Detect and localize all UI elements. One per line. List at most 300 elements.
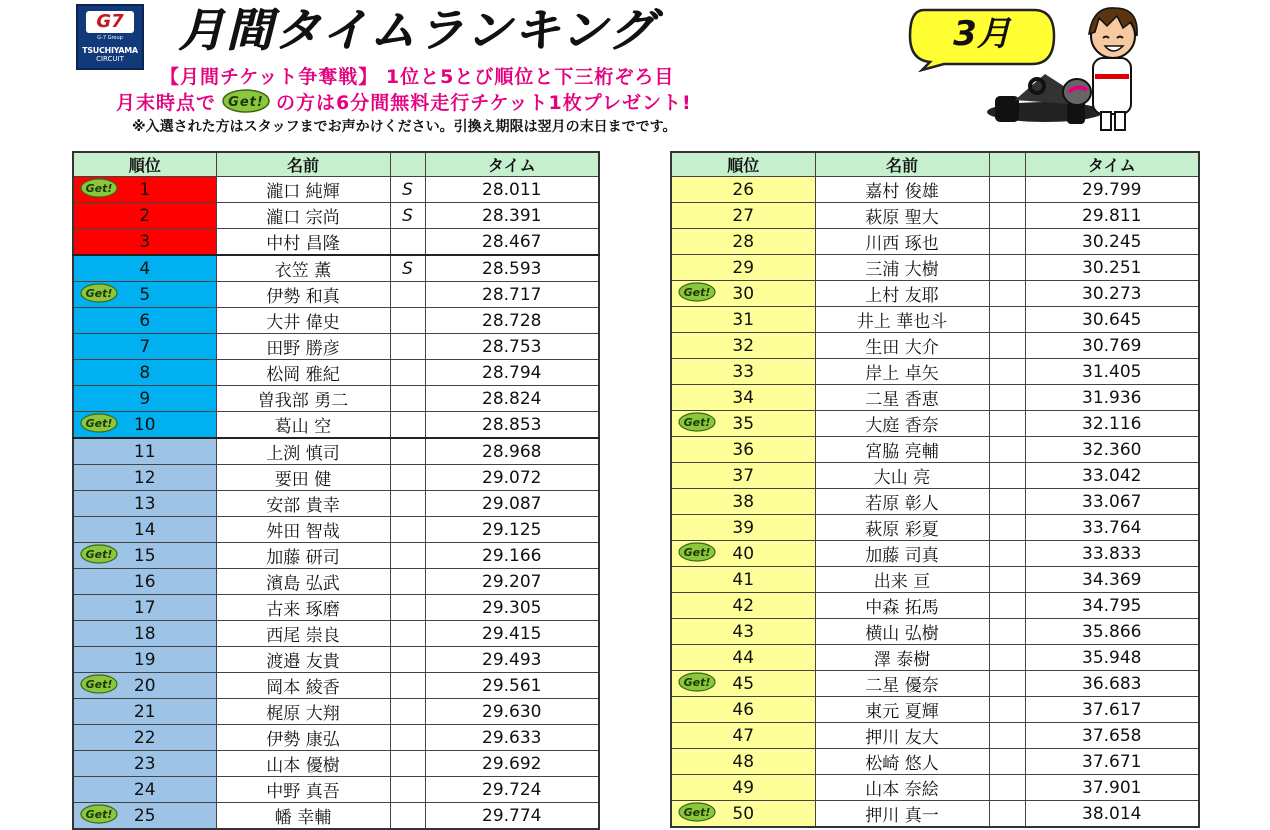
table-row — [73, 412, 599, 439]
flag-cell — [390, 517, 425, 543]
name-cell: 幡 幸輔 — [216, 803, 390, 830]
time-cell: 35.866 — [1025, 619, 1199, 645]
name-cell: 西尾 崇良 — [216, 621, 390, 647]
table-row — [73, 438, 599, 465]
rank-cell — [73, 360, 216, 386]
time-cell: 34.795 — [1025, 593, 1199, 619]
flag-cell — [390, 803, 425, 830]
campaign-line2-post: の方は6分間無料走行チケット1枚プレゼント! — [276, 92, 692, 114]
flag-cell — [989, 177, 1025, 203]
time-cell: 31.405 — [1025, 359, 1199, 385]
flag-cell — [989, 567, 1025, 593]
rank-cell — [671, 177, 815, 203]
rank-cell — [671, 255, 815, 281]
rank-header: 順位 — [73, 152, 216, 177]
rank-cell — [73, 412, 216, 439]
rank-cell — [73, 647, 216, 673]
rank-value: 39 — [732, 517, 755, 538]
time-cell: 29.724 — [425, 777, 599, 803]
name-header: 名前 — [216, 152, 390, 177]
get-badge-text: Get! — [683, 416, 711, 429]
flag-cell — [989, 515, 1025, 541]
rank-value: 44 — [732, 647, 755, 668]
flag-cell — [390, 621, 425, 647]
table-row — [73, 595, 599, 621]
time-cell: 34.369 — [1025, 567, 1199, 593]
rank-value: 35 — [732, 413, 755, 434]
time-cell: 29.493 — [425, 647, 599, 673]
table-header-row — [73, 152, 599, 177]
name-cell: 大井 偉史 — [216, 308, 390, 334]
time-cell: 35.948 — [1025, 645, 1199, 671]
rank-cell — [671, 593, 815, 619]
rank-cell — [671, 281, 815, 307]
get-badge-icon — [80, 804, 118, 824]
time-cell: 29.166 — [425, 543, 599, 569]
logo-line2: CIRCUIT — [96, 55, 124, 63]
flag-cell — [989, 385, 1025, 411]
table-row — [73, 569, 599, 595]
get-badge-text: Get! — [85, 287, 113, 300]
campaign-line1: 【月間チケット争奪戦】 1位と5とび順位と下三桁ぞろ目 — [160, 66, 675, 88]
get-badge-icon — [80, 178, 118, 198]
table-row — [73, 282, 599, 308]
rank-cell — [671, 801, 815, 828]
rank-value: 15 — [133, 545, 156, 566]
table-row — [671, 541, 1199, 567]
time-cell: 30.769 — [1025, 333, 1199, 359]
time-cell: 33.067 — [1025, 489, 1199, 515]
rank-cell — [671, 567, 815, 593]
rank-cell — [73, 438, 216, 465]
get-badge-text: Get! — [85, 678, 113, 691]
table-row — [671, 281, 1199, 307]
time-cell: 31.936 — [1025, 385, 1199, 411]
table-row — [671, 775, 1199, 801]
flag-cell — [390, 647, 425, 673]
get-badge-text: Get! — [85, 548, 113, 561]
rank-value: 7 — [139, 336, 151, 357]
flag-cell — [989, 281, 1025, 307]
rank-value: 23 — [133, 753, 156, 774]
name-cell: 伊勢 和真 — [216, 282, 390, 308]
rank-value: 26 — [732, 179, 755, 200]
rank-cell — [73, 386, 216, 412]
table-row — [671, 671, 1199, 697]
rank-header: 順位 — [671, 152, 815, 177]
table-header-row — [671, 152, 1199, 177]
get-badge-icon — [80, 544, 118, 564]
flag-cell — [390, 595, 425, 621]
table-row — [671, 229, 1199, 255]
name-cell: 井上 華也斗 — [815, 307, 989, 333]
name-cell: 松崎 悠人 — [815, 749, 989, 775]
rank-value: 19 — [133, 649, 156, 670]
name-cell: 岡本 綾香 — [216, 673, 390, 699]
flag-cell — [989, 307, 1025, 333]
rank-cell — [73, 229, 216, 256]
rank-cell — [73, 465, 216, 491]
time-cell: 36.683 — [1025, 671, 1199, 697]
month-label: 3月 — [953, 14, 1011, 54]
rank-value: 37 — [732, 465, 755, 486]
time-header: タイム — [1025, 152, 1199, 177]
rank-cell — [671, 775, 815, 801]
rank-value: 10 — [133, 414, 156, 435]
rank-cell — [73, 673, 216, 699]
table-row — [671, 463, 1199, 489]
flag-cell — [390, 491, 425, 517]
name-cell: 加藤 研司 — [216, 543, 390, 569]
campaign-line2-pre: 月末時点で — [116, 92, 217, 114]
rank-cell — [671, 671, 815, 697]
rank-value: 29 — [732, 257, 755, 278]
rank-value: 41 — [732, 569, 755, 590]
rank-cell — [671, 229, 815, 255]
flag-cell — [989, 463, 1025, 489]
time-cell: 28.824 — [425, 386, 599, 412]
name-cell: 嘉村 俊雄 — [815, 177, 989, 203]
table-row — [73, 673, 599, 699]
rank-value: 43 — [732, 621, 755, 642]
rank-cell — [73, 282, 216, 308]
name-cell: 東元 夏輝 — [815, 697, 989, 723]
time-cell: 28.968 — [425, 438, 599, 465]
table-row — [671, 723, 1199, 749]
name-cell: 二星 香恵 — [815, 385, 989, 411]
flag-cell — [390, 229, 425, 256]
table-row — [73, 699, 599, 725]
page-title: 月間タイムランキング — [178, 3, 656, 57]
rank-cell — [671, 697, 815, 723]
name-cell: 上村 友耶 — [815, 281, 989, 307]
name-cell: 田野 勝彦 — [216, 334, 390, 360]
name-cell: 瀧口 純輝 — [216, 177, 390, 203]
name-cell: 大山 亮 — [815, 463, 989, 489]
name-cell: 宮脇 亮輔 — [815, 437, 989, 463]
table-row — [73, 360, 599, 386]
rank-value: 28 — [732, 231, 755, 252]
time-cell: 28.728 — [425, 308, 599, 334]
flag-header — [989, 152, 1025, 177]
time-cell: 29.072 — [425, 465, 599, 491]
time-cell: 37.658 — [1025, 723, 1199, 749]
notice-text: ※入選された方はスタッフまでお声かけください。引換え期限は翌月の末日までです。 — [132, 119, 677, 135]
table-row — [671, 619, 1199, 645]
name-cell: 安部 貴幸 — [216, 491, 390, 517]
flag-cell — [989, 359, 1025, 385]
name-cell: 古来 琢磨 — [216, 595, 390, 621]
flag-cell — [390, 543, 425, 569]
rank-cell — [671, 619, 815, 645]
name-cell: 中村 昌隆 — [216, 229, 390, 256]
time-cell: 29.207 — [425, 569, 599, 595]
flag-cell: S — [390, 203, 425, 229]
flag-cell — [390, 308, 425, 334]
kart-mascot-icon — [985, 0, 1160, 135]
name-cell: 岸上 卓矢 — [815, 359, 989, 385]
table-row — [671, 567, 1199, 593]
name-cell: 萩原 聖大 — [815, 203, 989, 229]
flag-cell — [390, 412, 425, 439]
flag-header — [390, 152, 425, 177]
get-badge-icon — [80, 413, 118, 433]
get-badge-text: Get! — [683, 286, 711, 299]
rank-value: 50 — [732, 803, 755, 824]
time-cell: 28.794 — [425, 360, 599, 386]
name-cell: 押川 真一 — [815, 801, 989, 828]
flag-cell: S — [390, 255, 425, 282]
table-row — [671, 177, 1199, 203]
rank-cell — [73, 334, 216, 360]
rank-cell — [73, 203, 216, 229]
time-cell: 29.561 — [425, 673, 599, 699]
flag-cell — [390, 673, 425, 699]
table-row — [671, 385, 1199, 411]
time-cell: 30.273 — [1025, 281, 1199, 307]
time-cell: 32.116 — [1025, 411, 1199, 437]
rank-cell — [73, 621, 216, 647]
flag-cell — [989, 697, 1025, 723]
table-row — [73, 725, 599, 751]
flag-cell — [390, 569, 425, 595]
name-cell: 萩原 彩夏 — [815, 515, 989, 541]
get-badge-icon — [678, 542, 716, 562]
get-badge-text: Get! — [683, 806, 711, 819]
time-cell: 37.617 — [1025, 697, 1199, 723]
table-row — [73, 751, 599, 777]
time-cell: 28.717 — [425, 282, 599, 308]
rank-value: 18 — [133, 623, 156, 644]
ranking-table-left — [72, 151, 600, 830]
table-row — [73, 465, 599, 491]
rank-value: 40 — [732, 543, 755, 564]
table-row — [73, 229, 599, 256]
table-row — [671, 801, 1199, 828]
time-cell: 38.014 — [1025, 801, 1199, 828]
name-cell: 松岡 雅紀 — [216, 360, 390, 386]
name-cell: 葛山 空 — [216, 412, 390, 439]
time-cell: 29.305 — [425, 595, 599, 621]
flag-cell — [989, 749, 1025, 775]
get-badge-icon — [678, 672, 716, 692]
flag-cell — [390, 699, 425, 725]
rank-cell — [73, 569, 216, 595]
table-row — [671, 359, 1199, 385]
table-row — [73, 203, 599, 229]
rank-cell — [73, 177, 216, 203]
time-cell: 29.799 — [1025, 177, 1199, 203]
rank-cell — [73, 751, 216, 777]
get-badge-icon — [678, 282, 716, 302]
ranking-table-right — [670, 151, 1200, 828]
time-cell: 29.811 — [1025, 203, 1199, 229]
flag-cell — [989, 541, 1025, 567]
table-row — [73, 334, 599, 360]
time-cell: 29.125 — [425, 517, 599, 543]
time-cell: 29.692 — [425, 751, 599, 777]
flag-cell — [989, 411, 1025, 437]
time-cell: 33.042 — [1025, 463, 1199, 489]
table-row — [671, 593, 1199, 619]
rank-value: 25 — [133, 805, 156, 826]
flag-cell — [390, 777, 425, 803]
rank-value: 11 — [133, 441, 156, 462]
rank-value: 21 — [133, 701, 156, 722]
time-cell: 30.645 — [1025, 307, 1199, 333]
time-cell: 33.833 — [1025, 541, 1199, 567]
time-cell: 32.360 — [1025, 437, 1199, 463]
name-cell: 二星 優奈 — [815, 671, 989, 697]
flag-cell — [989, 775, 1025, 801]
rank-cell — [73, 491, 216, 517]
name-cell: 上渕 慎司 — [216, 438, 390, 465]
flag-cell — [989, 333, 1025, 359]
name-cell: 渡邉 友貴 — [216, 647, 390, 673]
name-cell: 衣笠 薫 — [216, 255, 390, 282]
name-cell: 川西 琢也 — [815, 229, 989, 255]
table-row — [671, 203, 1199, 229]
time-cell: 29.774 — [425, 803, 599, 830]
flag-cell — [989, 619, 1025, 645]
name-cell: 若原 彰人 — [815, 489, 989, 515]
rank-value: 31 — [732, 309, 755, 330]
flag-cell — [989, 723, 1025, 749]
name-cell: 伊勢 康弘 — [216, 725, 390, 751]
time-cell: 29.633 — [425, 725, 599, 751]
name-cell: 三浦 大樹 — [815, 255, 989, 281]
time-header: タイム — [425, 152, 599, 177]
rank-value: 14 — [133, 519, 156, 540]
table-row — [73, 647, 599, 673]
flag-cell — [390, 386, 425, 412]
flag-cell — [390, 334, 425, 360]
table-row — [671, 697, 1199, 723]
rank-value: 4 — [139, 258, 151, 279]
name-cell: 要田 健 — [216, 465, 390, 491]
time-cell: 28.467 — [425, 229, 599, 256]
time-cell: 29.415 — [425, 621, 599, 647]
rank-value: 5 — [139, 284, 151, 305]
campaign-line2 — [116, 88, 692, 118]
rank-value: 6 — [139, 310, 151, 331]
time-cell: 37.901 — [1025, 775, 1199, 801]
rank-value: 27 — [732, 205, 755, 226]
rank-value: 36 — [732, 439, 755, 460]
rank-cell — [73, 595, 216, 621]
name-cell: 山本 優樹 — [216, 751, 390, 777]
table-row — [671, 749, 1199, 775]
flag-cell — [390, 282, 425, 308]
rank-cell — [73, 699, 216, 725]
flag-cell — [989, 671, 1025, 697]
time-cell: 33.764 — [1025, 515, 1199, 541]
rank-value: 33 — [732, 361, 755, 382]
time-cell: 28.593 — [425, 255, 599, 282]
flag-cell — [390, 725, 425, 751]
name-cell: 梶原 大翔 — [216, 699, 390, 725]
name-cell: 加藤 司真 — [815, 541, 989, 567]
rank-value: 32 — [732, 335, 755, 356]
name-cell: 瀧口 宗尚 — [216, 203, 390, 229]
rank-cell — [671, 203, 815, 229]
rank-cell — [671, 359, 815, 385]
rank-value: 24 — [133, 779, 156, 800]
rank-value: 38 — [732, 491, 755, 512]
get-badge-icon — [678, 412, 716, 432]
get-badge-text: Get! — [85, 417, 113, 430]
name-cell: 出来 亘 — [815, 567, 989, 593]
get-badge-icon — [222, 89, 270, 118]
rank-value: 13 — [133, 493, 156, 514]
time-cell: 28.011 — [425, 177, 599, 203]
g7-logo-mark: G7 — [86, 11, 134, 33]
flag-cell: S — [390, 177, 425, 203]
table-row — [671, 307, 1199, 333]
flag-cell — [989, 645, 1025, 671]
logo-line1: TSUCHIYAMA — [82, 46, 138, 55]
rank-value: 49 — [732, 777, 755, 798]
rank-cell — [671, 645, 815, 671]
rank-value: 22 — [133, 727, 156, 748]
rank-cell — [73, 543, 216, 569]
flag-cell — [989, 801, 1025, 828]
rank-cell — [73, 517, 216, 543]
rank-cell — [73, 255, 216, 282]
rank-cell — [671, 307, 815, 333]
table-row — [73, 308, 599, 334]
table-row — [671, 515, 1199, 541]
rank-cell — [671, 463, 815, 489]
name-cell: 中森 拓馬 — [815, 593, 989, 619]
get-badge-text: Get! — [228, 95, 264, 110]
time-cell: 37.671 — [1025, 749, 1199, 775]
rank-value: 48 — [732, 751, 755, 772]
get-badge-icon — [80, 674, 118, 694]
flag-cell — [989, 437, 1025, 463]
flag-cell — [390, 465, 425, 491]
table-row — [73, 803, 599, 830]
get-badge-icon — [80, 283, 118, 303]
flag-cell — [390, 360, 425, 386]
rank-value: 42 — [732, 595, 755, 616]
flag-cell — [390, 751, 425, 777]
table-row — [671, 255, 1199, 281]
table-row — [73, 255, 599, 282]
table-row — [73, 386, 599, 412]
rank-cell — [73, 803, 216, 830]
table-row — [671, 437, 1199, 463]
get-badge-text: Get! — [683, 546, 711, 559]
flag-cell — [989, 203, 1025, 229]
rank-value: 47 — [732, 725, 755, 746]
table-row — [671, 411, 1199, 437]
get-badge-text: Get! — [683, 676, 711, 689]
time-cell: 28.853 — [425, 412, 599, 439]
table-row — [73, 621, 599, 647]
table-row — [73, 177, 599, 203]
flag-cell — [989, 593, 1025, 619]
table-row — [73, 491, 599, 517]
time-cell: 28.391 — [425, 203, 599, 229]
rank-value: 46 — [732, 699, 755, 720]
name-cell: 中野 真吾 — [216, 777, 390, 803]
rank-value: 1 — [139, 179, 151, 200]
name-cell: 濱島 弘武 — [216, 569, 390, 595]
name-cell: 押川 友大 — [815, 723, 989, 749]
flag-cell — [989, 255, 1025, 281]
rank-value: 45 — [732, 673, 755, 694]
